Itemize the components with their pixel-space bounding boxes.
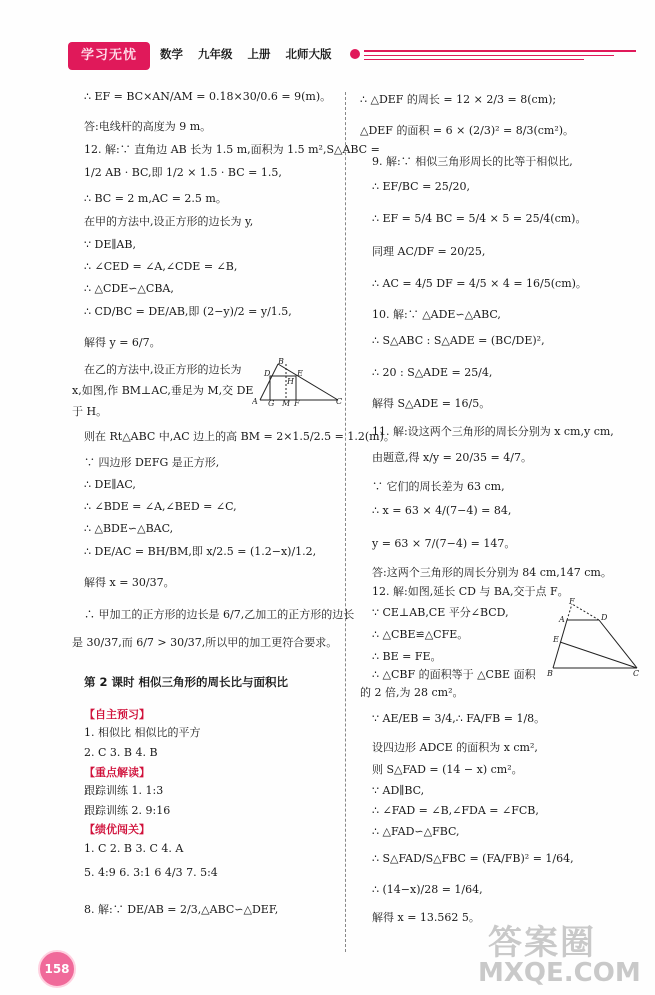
column-divider	[345, 92, 346, 952]
answer-line: ∴ BC = 2 m,AC = 2.5 m。	[84, 192, 227, 205]
answer-line: 则 S△FAD = (14 − x) cm²。	[372, 763, 523, 776]
answer-line: ∴ BE = FE。	[372, 650, 442, 663]
brand-logo: 学习无忧	[68, 42, 150, 70]
answer-line: ∵ DE∥AB,	[84, 238, 136, 251]
answer-line: ∴ ∠FAD = ∠B,∠FDA = ∠FCB,	[372, 804, 539, 817]
watermark-url: MXQE.COM	[478, 958, 641, 988]
answer-line: ∵ 它们的周长差为 63 cm,	[372, 480, 505, 493]
fig-label: C	[336, 397, 342, 406]
answer-line: ∴ △CBE≌△CFE。	[372, 628, 469, 641]
answer-line: ∴ △DEF 的周长 = 12 × 2/3 = 8(cm);	[360, 93, 557, 106]
answer-line: 跟踪训练 2. 9:16	[84, 804, 171, 817]
answer-line: ∴ △FAD∽△FBC,	[372, 825, 460, 838]
answer-line: 答:电线杆的高度为 9 m。	[84, 120, 212, 133]
edition: 北师大版	[285, 47, 332, 61]
page-number: 158	[38, 950, 76, 988]
answer-line: ∴ x = 63 × 4/(7−4) = 84,	[372, 504, 512, 517]
answer-line: 于 H。	[72, 405, 108, 418]
fig-label: F	[294, 399, 300, 406]
answer-line: ∴ DE∥AC,	[84, 478, 136, 491]
answer-line: 12. 解:∵ 直角边 AB 长为 1.5 m,面积为 1.5 m²,S△ABC =	[84, 143, 380, 156]
lesson-title: 第 2 课时 相似三角形的周长比与面积比	[84, 675, 289, 689]
answer-line: 的 2 倍,为 28 cm²。	[360, 686, 464, 699]
section-heading: 【绩优闯关】	[84, 823, 150, 836]
answer-line: 则在 Rt△ABC 中,AC 边上的高 BM = 2×1.5/2.5 = 1.2(m)。	[84, 430, 395, 443]
fig-label: C	[633, 669, 640, 678]
triangle-square-figure	[252, 358, 342, 406]
answer-line: ∴ AC = 4/5 DF = 4/5 × 4 = 16/5(cm)。	[372, 277, 587, 290]
answer-line: x,如图,作 BM⊥AC,垂足为 M,交 DE	[72, 384, 254, 397]
answer-line: ∵ AE/EB = 3/4,∴ FA/FB = 1/8。	[372, 712, 546, 725]
fig-label: D	[601, 613, 608, 622]
fig-label: F	[569, 598, 575, 606]
answer-line: ∴ S△FAD/S△FBC = (FA/FB)² = 1/64,	[372, 852, 574, 865]
answer-line: 在甲的方法中,设正方形的边长为 y,	[84, 215, 254, 228]
answer-line: 解得 x = 30/37。	[84, 576, 175, 589]
answer-line: 解得 y = 6/7。	[84, 336, 161, 349]
answer-line: ∴ EF = 5/4 BC = 5/4 × 5 = 25/4(cm)。	[372, 212, 587, 225]
answer-line: 1. 相似比 相似比的平方	[84, 726, 201, 739]
answer-line: ∴ (14−x)/28 = 1/64,	[372, 883, 483, 896]
answer-line: ∴ S△ABC : S△ADE = (BC/DE)²,	[372, 334, 545, 347]
fig-label: E	[297, 369, 303, 378]
answer-line: 同理 AC/DF = 20/25,	[372, 245, 486, 258]
answer-line: 12. 解:如图,延长 CD 与 BA,交于点 F。	[372, 585, 569, 598]
answer-line: 解得 x = 13.562 5。	[372, 911, 480, 924]
answer-line: △DEF 的面积 = 6 × (2/3)² = 8/3(cm²)。	[360, 124, 575, 137]
trapezoid-figure	[545, 598, 645, 678]
section-heading: 【自主预习】	[84, 708, 150, 721]
fig-label: B	[547, 669, 553, 678]
grade: 九年级	[198, 47, 233, 61]
answer-line: ∴ EF/BC = 25/20,	[372, 180, 470, 193]
answer-line: ∴ △CDE∽△CBA,	[84, 282, 174, 295]
fig-label: E	[553, 635, 559, 644]
answer-line: 解得 S△ADE = 16/5。	[372, 397, 491, 410]
answer-line: 答:这两个三角形的周长分别为 84 cm,147 cm。	[372, 566, 612, 579]
answer-line: ∵ CE⊥AB,CE 平分∠BCD,	[372, 606, 509, 619]
answer-line: ∴ 甲加工的正方形的边长是 6/7,乙加工的正方形的边长	[84, 608, 355, 621]
answer-line: 1. C 2. B 3. C 4. A	[84, 842, 184, 855]
answer-line: 8. 解:∵ DE/AB = 2/3,△ABC∽△DEF,	[84, 903, 279, 916]
answer-line: ∴ ∠CED = ∠A,∠CDE = ∠B,	[84, 260, 238, 273]
answer-line: ∴ △BDE∽△BAC,	[84, 522, 174, 535]
answer-line: 5. 4:9 6. 3:1 6 4/3 7. 5:4	[84, 866, 218, 879]
watermark: 答案圈	[488, 923, 596, 963]
answer-line: 在乙的方法中,设正方形的边长为	[84, 363, 242, 376]
answer-line: ∵ 四边形 DEFG 是正方形,	[84, 456, 220, 469]
answer-line: 2. C 3. B 4. B	[84, 746, 158, 759]
header-rule	[364, 55, 614, 56]
fig-label: D	[264, 369, 271, 378]
header-dot	[350, 49, 360, 59]
answer-line: 由题意,得 x/y = 20/35 = 4/7。	[372, 451, 532, 464]
answer-line: ∴ △CBF 的面积等于 △CBE 面积	[372, 668, 536, 681]
fig-label: H	[287, 377, 294, 386]
answer-line: 跟踪训练 1. 1:3	[84, 784, 164, 797]
answer-line: 设四边形 ADCE 的面积为 x cm²,	[372, 741, 538, 754]
volume: 上册	[247, 47, 271, 61]
answer-line: 9. 解:∵ 相似三角形周长的比等于相似比,	[372, 155, 573, 168]
page-header	[0, 42, 655, 74]
subject: 数学	[160, 47, 183, 61]
fig-label: A	[252, 397, 258, 406]
fig-label: M	[282, 399, 291, 406]
answer-line: y = 63 × 7/(7−4) = 147。	[372, 537, 516, 550]
section-heading: 【重点解读】	[84, 766, 150, 779]
header-rule	[364, 50, 636, 52]
header-rule	[364, 59, 584, 60]
answer-line: 11. 解:设这两个三角形的周长分别为 x cm,y cm,	[372, 425, 614, 438]
fig-label: A	[559, 615, 565, 624]
answer-line: ∴ CD/BC = DE/AB,即 (2−y)/2 = y/1.5,	[84, 305, 292, 318]
answer-line: ∴ 20 : S△ADE = 25/4,	[372, 366, 493, 379]
answer-line: 1/2 AB · BC,即 1/2 × 1.5 · BC = 1.5,	[84, 166, 282, 179]
fig-label: G	[268, 399, 275, 406]
fig-label: B	[278, 358, 284, 366]
answer-line: ∴ ∠BDE = ∠A,∠BED = ∠C,	[84, 500, 237, 513]
answer-line: 10. 解:∵ △ADE∽△ABC,	[372, 308, 501, 321]
answer-line: ∴ DE/AC = BH/BM,即 x/2.5 = (1.2−x)/1.2,	[84, 545, 317, 558]
answer-line: ∵ AD∥BC,	[372, 784, 425, 797]
answer-line: 是 30/37,而 6/7 > 30/37,所以甲的加工更符合要求。	[72, 636, 338, 649]
answer-line: ∴ EF = BC×AN/AM = 0.18×30/0.6 = 9(m)。	[84, 90, 332, 103]
book-title	[160, 46, 343, 62]
